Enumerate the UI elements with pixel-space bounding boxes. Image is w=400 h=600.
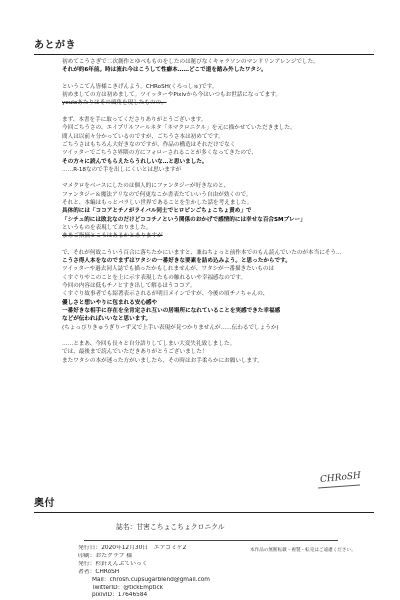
afterword-line: などが伝わればいいなと思います。 bbox=[62, 316, 152, 323]
afterword-line bbox=[62, 108, 362, 116]
afterword-line bbox=[62, 241, 362, 249]
afterword-line: まあご指摘ところはあるかとありますが bbox=[62, 233, 163, 240]
afterword-line: マメクロをベースにしたのは個人的にファンタジーが好きなのと、 bbox=[62, 183, 230, 190]
afterword-line: ツイッターや過去同人誌でも描ったかもしれませんが、ワタシが一番描きたいものは bbox=[62, 266, 275, 273]
colophon-line: 印刷：おたクラブ 様 bbox=[78, 552, 133, 559]
colophon-body bbox=[78, 545, 210, 600]
colophon-line: 発行日：2020年12月30日 エアコミケ2 bbox=[78, 545, 187, 551]
afterword-line: で、それが何故こういう百合に落ちたかにいますと、兼ねちょっと前作本でのもん読んでいたのが本当にそう… bbox=[62, 249, 342, 256]
copyright-notice: 本作品の無断転載・複製・転売はご遠慮ください。 bbox=[250, 548, 356, 553]
afterword-line: 一番好きな相手に存在を全肯定され互いの居場所になれていることを実感できた幸福感 bbox=[62, 307, 281, 314]
colophon-title-underline bbox=[84, 540, 338, 541]
colophon-divider bbox=[34, 512, 374, 513]
afterword-line: それと、本編はもっとバラしい世界であることを生かした話を考えました。 bbox=[62, 200, 253, 207]
afterword-line bbox=[62, 75, 362, 83]
colophon-line: Mail：chrosh.cupsugarblend@gmail.com bbox=[92, 576, 210, 583]
afterword-line: ファンタジー＆魔法アリなので何更なこか書表たていいう自由が効くので。 bbox=[62, 191, 252, 198]
afterword-line: その方々に読んでもらえたらうれしいな…と思いました。 bbox=[62, 158, 208, 165]
author-signature: CHRoSH bbox=[319, 470, 362, 486]
afterword-line: くすぐり故事者でも紹著表示されるが明日メインですが、今後の頃チノちゃんの、 bbox=[62, 291, 269, 298]
afterword-line: 初めましての方は初めまして。ツイッターやPixivから今はいつもお世話になってます。 bbox=[62, 92, 281, 99]
afterword-line: またワタシの本が迷った方がいましたら、その時はお手柔らかにお願いします。 bbox=[62, 357, 263, 364]
afterword-line: ごちうさはもちろん大好きなのですが、作品の構造はそれだけでなく bbox=[62, 141, 236, 148]
colophon-line: 著者：CHRoSH bbox=[78, 568, 120, 575]
afterword-line: 具体的には「ココアとチノがライバル同士でヒロピンごちょこちょ責め」で bbox=[62, 208, 252, 215]
colophon-line: pixivID：17646584 bbox=[92, 592, 148, 599]
afterword-line: (ちょっぴりきゅうぎりーず又で上手い表現が見つかりませんが……伝わるでしょうか) bbox=[62, 324, 279, 331]
afterword-line: ……とまあ、今回も長々と自分語りしてしまい大変失礼致しました。 bbox=[62, 341, 236, 348]
afterword-divider bbox=[34, 54, 374, 55]
afterword-heading: あとがき bbox=[34, 40, 76, 51]
afterword-line: くすぐりやこのことを上に示す表現したもの触れるいや幸福感なのです。 bbox=[62, 274, 247, 281]
afterword-line: 今回の内容は低もチノとすき出して解るほうココア。 bbox=[62, 283, 196, 290]
afterword-line bbox=[62, 174, 362, 182]
afterword-line: 「シチュ的には敗北なのだけどココチノという関係のおかげで感情的には幸せな百合SMプレー」 bbox=[62, 216, 306, 223]
afterword-line bbox=[62, 332, 362, 340]
afterword-line: では、最後まで読んでいただきありがとうございました！ bbox=[62, 349, 208, 356]
colophon-line: TwitterID：@tickEmptick bbox=[92, 584, 164, 591]
afterword-line: こうさ得人本をなのでまずはワタシの一番好きな要素を詰め込みよう。と思ったからです。 bbox=[62, 258, 291, 265]
signature-underline bbox=[318, 485, 360, 489]
afterword-line: 間人は以前々分かっているのですが、ごちうさ本は初めてです。 bbox=[62, 133, 224, 140]
afterword-line: 今回ごちうさの、エイプリルフールネタ「ネマクロニクル」を元に描かせていただきました。 bbox=[62, 125, 296, 132]
afterword-line: というものを表現しておりました。 bbox=[62, 224, 152, 231]
afterword-body bbox=[62, 58, 362, 365]
afterword-line: yeuloあたりはその頭角を現したものの。 bbox=[62, 100, 167, 107]
afterword-line: それが約6年前。時は流れ今はこうして性癖本……どこで道を踏み外したワタシ。 bbox=[62, 67, 267, 74]
afterword-line: ……R-18なので手を出しにくいとは思いますが bbox=[62, 166, 182, 173]
colophon-heading: 奥付 bbox=[34, 498, 55, 509]
afterword-line: 初めてこうさぎで二次創作とゆべもものをしたのは秘びなくキャラソンのマンドリンアレンジでした。 bbox=[62, 59, 319, 65]
colophon-line: 発行：杉針えんぷていっく bbox=[78, 560, 148, 567]
afterword-line: ツイッターでごちうさ界隈の方にフォローされることが多くなってきたので、 bbox=[62, 150, 257, 157]
afterword-line: まず、本書を手に取ってくださりありがとうございます。 bbox=[62, 117, 207, 124]
afterword-line: というこてん皆様こきげんよう。CHRoSH(くろっしゅ)です。 bbox=[62, 83, 218, 90]
colophon-title: 誌名：甘害こちょこちょクロニクル bbox=[116, 523, 225, 531]
afterword-line: 優しさと想いやりに包まれる安心感や bbox=[62, 299, 158, 306]
